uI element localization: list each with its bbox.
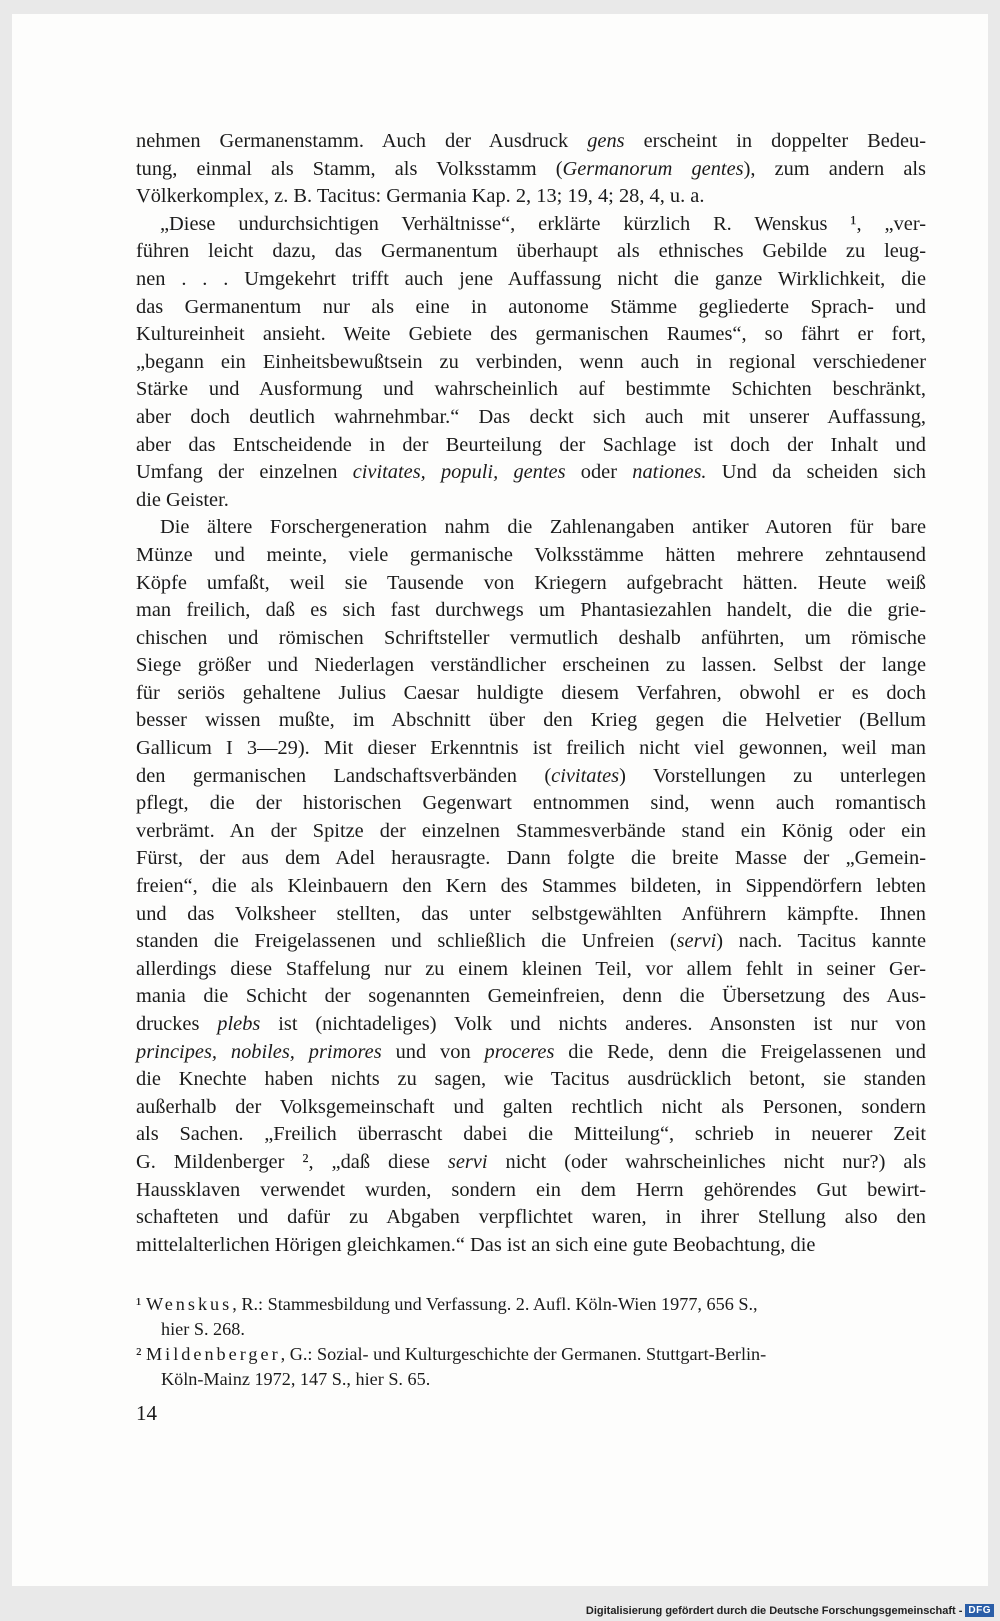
text-line	[136, 238, 926, 266]
text-run: principes, nobiles, primores	[136, 1040, 382, 1063]
footnote-1-continuation: hier S. 268.	[161, 1319, 245, 1339]
text-line	[136, 128, 926, 156]
text-run: gens	[587, 130, 625, 152]
text-line	[136, 652, 926, 680]
footnote-marker: ¹	[136, 1294, 142, 1314]
text-line	[136, 873, 926, 901]
text-run: erscheint in doppelter Bedeu-	[624, 130, 927, 152]
text-line	[136, 1039, 926, 1067]
text-run: civitates, populi, gentes	[352, 461, 566, 484]
dfg-logo: DFG	[965, 1604, 994, 1617]
text-line	[136, 1121, 926, 1149]
text-line	[136, 432, 926, 460]
text-line	[136, 597, 926, 625]
text-run: Und da scheiden sich	[706, 461, 927, 484]
page-number: 14	[136, 1401, 157, 1425]
text-run: und von	[381, 1040, 485, 1063]
text-run: verbrämt. An der Spitze der einzelnen Stammesverbände stand ein König oder ein	[136, 819, 926, 842]
text-line	[136, 1149, 926, 1177]
footnote-2	[136, 1342, 926, 1367]
text-run: als Sachen. „Freilich überrascht dabei die Mitteilung“, schrieb in neuerer Zeit	[136, 1123, 926, 1146]
text-run: Umfang der einzelnen	[136, 461, 353, 484]
text-line	[136, 542, 926, 570]
text-run: „Diese undurchsichtigen Verhältnisse“, erklärte kürzlich R. Wenskus ¹, „ver-	[160, 212, 926, 235]
text-line	[136, 956, 926, 984]
text-line	[136, 763, 926, 791]
text-run: man freilich, daß es sich fast durchwegs um Phantasiezahlen handelt, die die grie-	[136, 599, 926, 622]
text-run: Germanorum gentes	[562, 157, 744, 180]
text-run: ist (nichtadeliges) Volk und nichts anderes. Ansonsten ist nur von	[260, 1013, 926, 1035]
text-line	[136, 1011, 926, 1039]
footnote-2-continuation: Köln-Mainz 1972, 147 S., hier S. 65.	[161, 1369, 431, 1389]
text-run: schafteten und dafür zu Abgaben verpflichtet waren, in ihrer Stellung also den	[136, 1206, 926, 1229]
text-run: Völkerkomplex, z. B. Tacitus: Germania Kap. 2, 13; 19, 4; 28, 4, u. a.	[136, 185, 705, 208]
text-line	[136, 983, 926, 1011]
footnotes	[136, 1292, 926, 1392]
digitization-credit	[586, 1604, 994, 1617]
text-run: nationes.	[632, 461, 707, 484]
text-run: Stärke und Ausformung und wahrscheinlich auf bestimmte Schichten beschränkt,	[136, 378, 926, 401]
text-line	[136, 625, 926, 653]
text-run: Siege größer und Niederlagen verständlicher erscheinen zu lassen. Selbst der lange	[136, 654, 926, 677]
footnote-author: Mildenberger	[146, 1344, 281, 1364]
text-line	[136, 928, 926, 956]
text-line	[136, 459, 926, 487]
text-line	[136, 790, 926, 818]
text-run: Die ältere Forschergeneration nahm die Zahlenangaben antiker Autoren für bare	[160, 516, 926, 539]
text-run: und das Volksheer stellten, das unter selbstgewählten Anführern kämpfte. Ihnen	[136, 902, 926, 925]
text-run: tung, einmal als Stamm, als Volksstamm (	[136, 157, 563, 180]
text-run: allerdings diese Staffelung nur zu einem kleinen Teil, vor allem fehlt in seiner Ger-	[136, 957, 926, 980]
text-run: plebs	[217, 1013, 261, 1035]
text-run: druckes	[136, 1013, 218, 1035]
text-line	[136, 1066, 926, 1094]
body-text	[136, 128, 926, 1259]
text-line	[136, 735, 926, 763]
text-line	[136, 266, 926, 294]
text-run: Münze und meinte, viele germanische Volksstämme hätten mehrere zehntausend	[136, 543, 926, 566]
text-run: das Germanentum nur als eine in autonome Stämme gegliederte Sprach- und	[136, 295, 926, 318]
text-line	[136, 707, 926, 735]
text-run: Gallicum I 3—29). Mit dieser Erkenntnis ist freilich nicht viel gewonnen, weil man	[136, 737, 926, 760]
text-line	[136, 376, 926, 404]
text-run: mittelalterlichen Hörigen gleichkamen.“ Das ist an sich eine gute Beobachtung, die	[136, 1233, 816, 1256]
footnote-author: Wenskus	[146, 1294, 233, 1314]
text-run: den germanischen Landschaftsverbänden (	[136, 764, 552, 787]
text-line	[136, 570, 926, 598]
text-line	[136, 818, 926, 846]
text-run: die Geister.	[136, 488, 229, 511]
text-run: Haussklaven verwendet wurden, sondern ein dem Herrn gehörendes Gut bewirt-	[136, 1178, 926, 1201]
text-line	[136, 680, 926, 708]
text-run: proceres	[484, 1040, 555, 1063]
text-line	[136, 487, 926, 515]
footnote-text: , G.: Sozial- und Kulturgeschichte der Germanen. Stuttgart-Berlin-	[280, 1344, 767, 1364]
footnote-1	[136, 1292, 926, 1317]
text-line	[136, 1177, 926, 1205]
text-run: besser wissen mußte, im Abschnitt über den Krieg gegen die Helvetier (Bellum	[136, 709, 926, 732]
text-run: freien“, die als Kleinbauern den Kern des Stammes bildeten, in Sippendörfern lebten	[136, 875, 926, 898]
text-run: Fürst, der aus dem Adel herausragte. Dann folgte die breite Masse der „Gemein-	[136, 847, 926, 870]
text-run: servi	[447, 1150, 488, 1173]
text-run: aber das Entscheidende in der Beurteilung der Sachlage ist doch der Inhalt und	[136, 433, 926, 456]
text-run: oder	[565, 461, 633, 484]
text-line	[136, 294, 926, 322]
text-line	[136, 514, 926, 542]
text-run: nen . . . Umgekehrt trifft auch jene Auffassung nicht die ganze Wirklichkeit, die	[136, 267, 926, 290]
text-run: aber doch deutlich wahrnehmbar.“ Das deckt sich auch mit unserer Auffassung,	[136, 405, 926, 428]
text-line	[136, 1232, 926, 1260]
text-line	[136, 404, 926, 432]
text-run: die Rede, denn die Freigelassenen und	[554, 1040, 926, 1063]
text-line	[136, 211, 926, 239]
text-run: G. Mildenberger ², „daß diese	[136, 1150, 448, 1173]
footnote-text: , R.: Stammesbildung und Verfassung. 2. Aufl. Köln-Wien 1977, 656 S.,	[232, 1294, 758, 1314]
text-run: chischen und römischen Schriftsteller vermutlich deshalb anführten, um römische	[136, 626, 926, 649]
text-run: für seriös gehaltene Julius Caesar huldigte diesem Verfahren, obwohl er es doch	[136, 681, 926, 704]
text-line	[136, 901, 926, 929]
text-run: nehmen Germanenstamm. Auch der Ausdruck	[136, 130, 588, 152]
text-run: standen die Freigelassenen und schließlich die Unfreien (	[136, 930, 677, 953]
text-run: servi	[676, 930, 717, 953]
text-line	[136, 1204, 926, 1232]
text-run: „begann ein Einheitsbewußtsein zu verbinden, wenn auch in regional verschiedener	[136, 350, 926, 373]
text-run: nicht (oder wahrscheinliches nicht nur?) als	[487, 1150, 927, 1173]
text-run: Köpfe umfaßt, weil sie Tausende von Kriegern aufgebracht hätten. Heute weiß	[136, 571, 926, 594]
text-run: ), zum andern als	[743, 157, 926, 180]
text-line	[136, 349, 926, 377]
footnote-marker: ²	[136, 1344, 142, 1364]
text-run: pflegt, die der historischen Gegenwart entnommen sind, wenn auch romantisch	[136, 792, 926, 815]
text-run: die Knechte haben nichts zu sagen, wie Tacitus ausdrücklich betont, sie standen	[136, 1068, 926, 1091]
text-line	[136, 1094, 926, 1122]
text-run: führen leicht dazu, das Germanentum überhaupt als ethnisches Gebilde zu leug-	[136, 240, 926, 263]
credit-text: Digitalisierung gefördert durch die Deutsche Forschungsgemeinschaft -	[585, 1604, 963, 1617]
text-line	[136, 845, 926, 873]
text-run: civitates	[551, 764, 620, 787]
text-run: ) nach. Tacitus kannte	[716, 930, 927, 953]
text-run: außerhalb der Volksgemeinschaft und galten rechtlich nicht als Personen, sondern	[136, 1095, 926, 1118]
book-page	[12, 14, 988, 1586]
text-line	[136, 156, 926, 184]
text-run: Kultureinheit ansieht. Weite Gebiete des germanischen Raumes“, so fährt er fort,	[136, 323, 926, 346]
text-line	[136, 183, 926, 211]
text-run: ) Vorstellungen zu unterlegen	[619, 764, 926, 787]
text-run: mania die Schicht der sogenannten Gemeinfreien, denn die Übersetzung des Aus-	[136, 985, 926, 1008]
text-line	[136, 321, 926, 349]
